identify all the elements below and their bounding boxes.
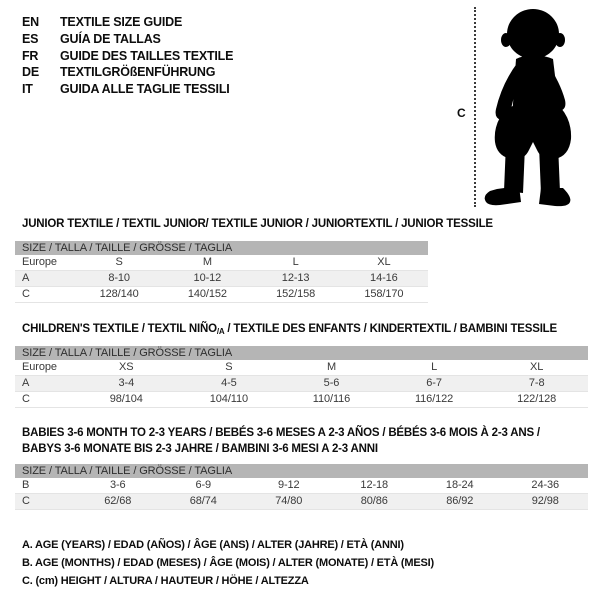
table-title-junior: JUNIOR TEXTILE / TEXTIL JUNIOR/ TEXTILE JUNIOR / JUNIORTEXTIL / JUNIOR TESSILE (22, 218, 493, 230)
language-title: GUIDE DES TAILLES TEXTILE (60, 48, 234, 63)
size-cell: 12-18 (360, 479, 389, 491)
size-cell: XS (119, 361, 134, 373)
size-cell: 98/104 (109, 393, 143, 405)
size-cell: 3-6 (109, 479, 126, 491)
row-label: B (22, 479, 30, 491)
language-row (22, 64, 233, 81)
junior-size-table (15, 241, 428, 303)
row-label: C (22, 393, 30, 405)
size-cell: 24-36 (531, 479, 560, 491)
row-label: A (22, 272, 30, 284)
size-header-bar: SIZE / TALLA / TAILLE / GRÖSSE / TAGLIA (15, 241, 428, 255)
footnote: C. (cm) HEIGHT / ALTURA / HAUTEUR / HÖHE / ALTEZZA (22, 575, 309, 587)
size-cell: 122/128 (517, 393, 557, 405)
table-row (15, 271, 428, 287)
size-cell: 9-12 (277, 479, 300, 491)
table-row (15, 478, 588, 494)
size-cell: 110/116 (312, 393, 351, 405)
size-cell: 140/152 (187, 288, 227, 300)
row-label: Europe (22, 361, 57, 373)
table-row (15, 494, 588, 510)
language-title: GUÍA DE TALLAS (60, 31, 161, 46)
size-cell: 14-16 (370, 272, 398, 284)
size-cell: 10-12 (193, 272, 222, 284)
height-label: C (457, 106, 466, 120)
language-row (22, 31, 233, 48)
size-cell: 80/86 (360, 495, 388, 507)
size-cell: XL (530, 361, 544, 373)
footnote: A. AGE (YEARS) / EDAD (AÑOS) / ÂGE (ANS) / ALTER (JAHRE) / ETÀ (ANNI) (22, 539, 404, 551)
size-cell: 92/98 (531, 495, 559, 507)
language-title: TEXTILE SIZE GUIDE (60, 15, 183, 29)
title-part: / TEXTILE DES ENFANTS / KINDERTEXTIL / BAMBINI TESSILE (224, 323, 557, 335)
size-cell: 6-9 (195, 479, 212, 491)
table-title-babies (22, 425, 540, 457)
size-header-bar: SIZE / TALLA / TAILLE / GRÖSSE / TAGLIA (15, 346, 588, 360)
language-title-block (22, 14, 233, 98)
table-title-children (22, 321, 557, 340)
size-cell: 104/110 (209, 393, 249, 405)
language-code: FR (22, 48, 39, 63)
size-cell: 62/68 (104, 495, 132, 507)
language-code: DE (22, 65, 39, 80)
language-title: GUIDA ALLE TAGLIE TESSILI (60, 82, 230, 97)
size-cell: 12-13 (281, 272, 310, 284)
height-measure-line (474, 7, 476, 207)
size-cell: 116/122 (414, 393, 454, 405)
size-cell: L (431, 361, 438, 373)
language-code: EN (22, 15, 39, 29)
size-cell: 8-10 (108, 272, 130, 284)
language-row (22, 81, 233, 98)
size-cell: 18-24 (445, 479, 474, 491)
table-row (15, 360, 588, 376)
size-cell: 158/170 (364, 288, 404, 300)
row-label: Europe (22, 256, 57, 268)
language-code: IT (22, 82, 33, 97)
size-cell: L (292, 256, 299, 268)
language-title: TEXTILGRÖßENFÜHRUNG (60, 65, 216, 80)
row-label: A (22, 377, 30, 389)
size-cell: M (202, 256, 212, 268)
size-cell: 3-4 (118, 377, 135, 389)
footnote: B. AGE (MONTHS) / EDAD (MESES) / ÂGE (MOIS) / ALTER (MONATE) / ETÀ (MESI) (22, 557, 434, 569)
size-cell: 6-7 (426, 377, 442, 389)
language-code: ES (22, 31, 39, 46)
size-cell: S (115, 256, 123, 268)
size-cell: 68/74 (189, 495, 217, 507)
size-cell: 7-8 (528, 377, 545, 389)
size-cell: 5-6 (323, 377, 340, 389)
language-row (22, 14, 233, 31)
footnotes-block (22, 536, 434, 590)
size-cell: S (225, 361, 233, 373)
size-cell: 128/140 (99, 288, 139, 300)
table-row (15, 255, 428, 271)
size-header-bar: SIZE / TALLA / TAILLE / GRÖSSE / TAGLIA (15, 464, 588, 478)
row-label: C (22, 288, 30, 300)
size-cell: 86/92 (446, 495, 474, 507)
title-subscript: /A (216, 327, 225, 336)
children-size-table (15, 346, 588, 408)
title-line: BABIES 3-6 MONTH TO 2-3 YEARS / BEBÉS 3-6 MESES A 2-3 AÑOS / BÉBÉS 3-6 MOIS À 2-3 ANS / (22, 427, 540, 439)
row-label: C (22, 495, 30, 507)
language-row (22, 48, 233, 65)
baby-silhouette-icon (483, 5, 575, 207)
size-cell: XL (377, 256, 391, 268)
size-cell: 152/158 (276, 288, 316, 300)
table-row (15, 376, 588, 392)
size-cell: 4-5 (221, 377, 237, 389)
title-line: BABYS 3-6 MONATE BIS 2-3 JAHRE / BAMBINI 3-6 MESI A 2-3 ANNI (22, 443, 378, 455)
table-row (15, 287, 428, 303)
size-cell: 74/80 (275, 495, 303, 507)
size-cell: M (326, 361, 337, 373)
babies-size-table (15, 464, 588, 510)
table-row (15, 392, 588, 408)
title-part: CHILDREN'S TEXTILE / TEXTIL NIÑO (22, 323, 217, 335)
